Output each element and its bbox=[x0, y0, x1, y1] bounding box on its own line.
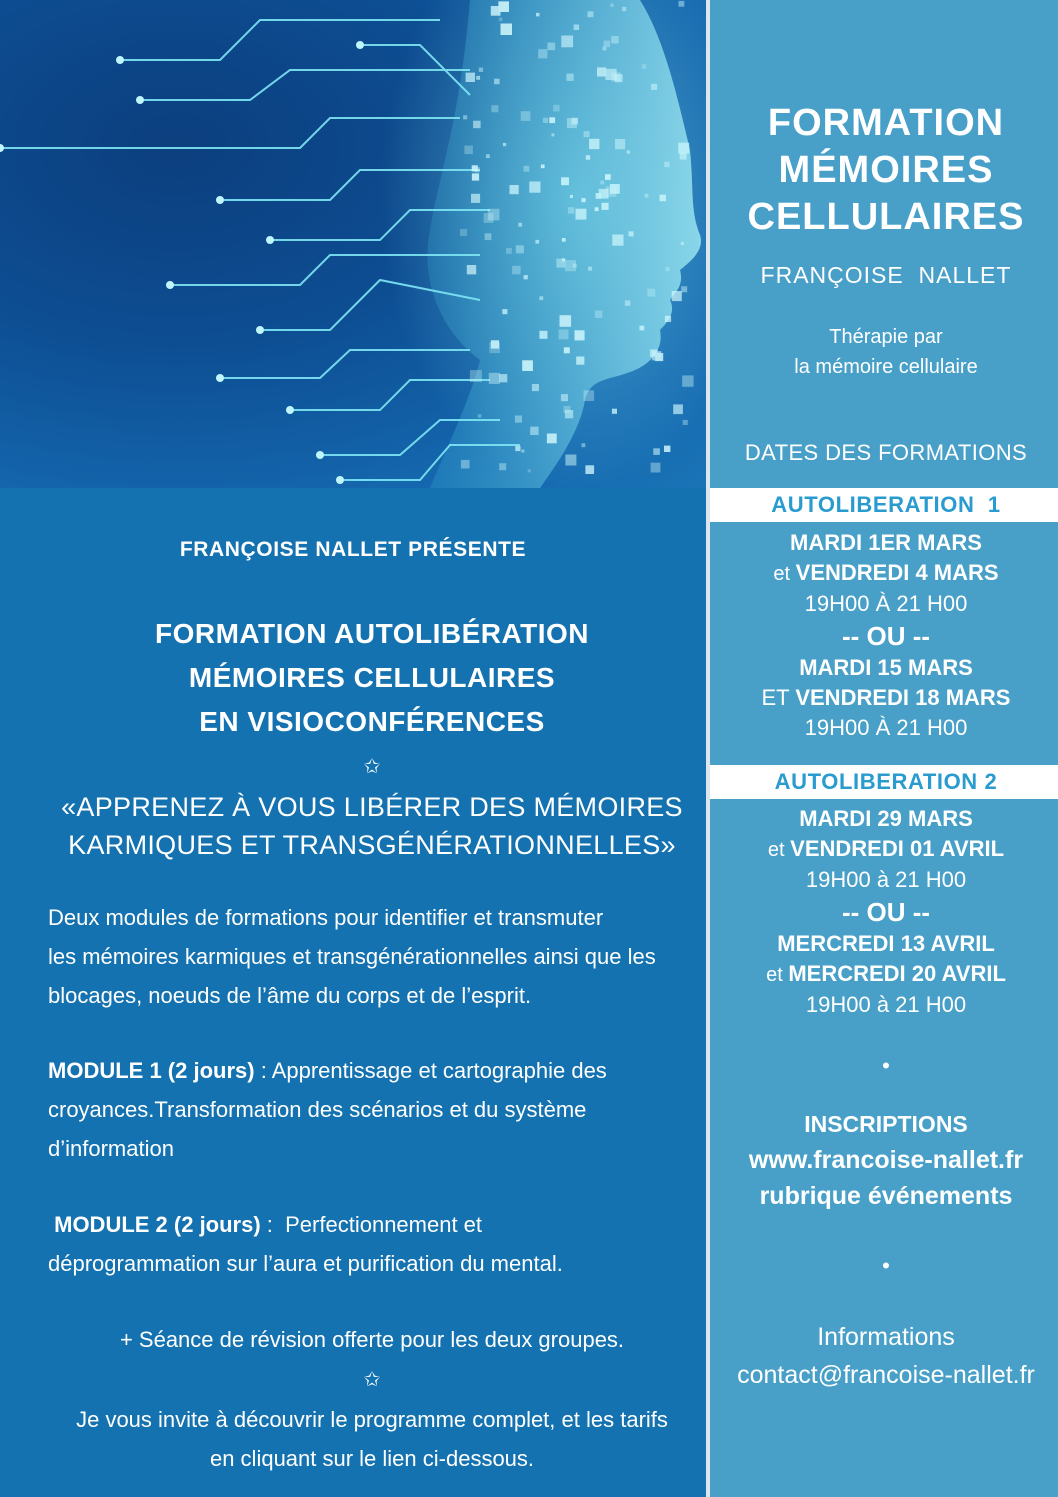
digital-particle bbox=[665, 316, 671, 322]
session-2-b-date-2: MERCREDI 20 AVRIL bbox=[788, 961, 1006, 986]
digital-particle bbox=[553, 105, 560, 112]
session-1-b-date-2: VENDREDI 18 MARS bbox=[795, 685, 1011, 710]
digital-particle bbox=[538, 49, 547, 58]
digital-particle bbox=[673, 404, 683, 414]
digital-particle bbox=[606, 69, 617, 80]
digital-particle bbox=[561, 394, 568, 401]
main-title-line-1: FORMATION AUTOLIBÉRATION bbox=[154, 618, 590, 649]
main-title bbox=[0, 612, 744, 744]
digital-particle bbox=[600, 181, 604, 185]
digital-particle bbox=[588, 11, 594, 17]
digital-particle bbox=[561, 177, 569, 185]
circuit-node bbox=[136, 96, 144, 104]
module-2-text-2: déprogrammation sur l’aura et purification du mental. bbox=[48, 1251, 563, 1276]
therapy-line-1: Thérapie par bbox=[829, 326, 943, 348]
right-column bbox=[706, 0, 1058, 1497]
dates-heading: DATES DES FORMATIONS bbox=[744, 440, 1028, 465]
circuit-node bbox=[166, 281, 174, 289]
digital-particle bbox=[491, 340, 499, 348]
digital-particle bbox=[491, 6, 501, 16]
session-2-a-date-1: MARDI 29 MARS bbox=[799, 806, 973, 831]
quote-line-2: KARMIQUES ET TRANSGÉNÉRATIONNELLES» bbox=[68, 830, 676, 860]
digital-particle bbox=[595, 207, 599, 211]
digital-particle bbox=[565, 455, 576, 466]
star-icon-2: ✩ bbox=[363, 1369, 381, 1391]
digital-particle bbox=[642, 64, 647, 69]
digital-particle bbox=[664, 446, 670, 452]
digital-particle bbox=[612, 235, 623, 246]
main-title-line-3: EN VISIOCONFÉRENCES bbox=[199, 706, 545, 737]
digital-particle bbox=[515, 446, 520, 451]
circuit-node bbox=[216, 374, 224, 382]
quote-line-1: «APPRENEZ À VOUS LIBÉRER DES MÉMOIRES bbox=[61, 792, 683, 822]
digital-particle bbox=[471, 194, 480, 203]
intro-line-3: blocages, noeuds de l’âme du corps et de l’esprit. bbox=[48, 983, 532, 1008]
digital-particle bbox=[516, 245, 524, 253]
tagline-quote bbox=[0, 788, 744, 864]
digital-particle bbox=[521, 111, 531, 121]
digital-particle bbox=[522, 360, 533, 371]
digital-particle bbox=[512, 266, 521, 275]
digital-particle bbox=[575, 330, 585, 340]
digital-particle bbox=[499, 374, 507, 382]
digital-particle bbox=[680, 153, 687, 160]
sidebar-title-line-2: MÉMOIRES bbox=[778, 149, 994, 191]
module-1-text-1: : Apprentissage et cartographie des bbox=[254, 1058, 607, 1083]
main-title-line-2: MÉMOIRES CELLULAIRES bbox=[188, 662, 556, 693]
bullet-icon-2: • bbox=[882, 1253, 890, 1278]
digital-particle bbox=[627, 150, 630, 153]
digital-particle bbox=[460, 229, 467, 236]
digital-particle bbox=[605, 174, 611, 180]
digital-particle bbox=[612, 409, 617, 414]
module-1-text-2: croyances.Transformation des scénarios et du système bbox=[48, 1097, 587, 1122]
digital-particle bbox=[568, 207, 574, 213]
digital-particle bbox=[615, 139, 625, 149]
digital-particle bbox=[681, 286, 687, 292]
digital-particle bbox=[515, 416, 522, 423]
digital-particle bbox=[597, 67, 606, 76]
digital-particle bbox=[664, 162, 669, 167]
invite-line-2: en cliquant sur le lien ci-dessous. bbox=[209, 1446, 535, 1471]
session-1-or: -- OU -- bbox=[841, 621, 931, 651]
invite-paragraph bbox=[0, 1400, 744, 1478]
presenter-line: FRANÇOISE NALLET PRÉSENTE bbox=[179, 538, 527, 561]
digital-particle bbox=[666, 267, 670, 271]
digital-particle bbox=[611, 36, 619, 44]
session-2-schedule bbox=[710, 804, 1058, 1020]
digital-particle bbox=[574, 25, 580, 31]
therapy-subtitle bbox=[710, 322, 1058, 382]
digital-particle bbox=[489, 373, 500, 384]
session-1-a-time: 19H00 À 21 H00 bbox=[804, 591, 968, 616]
digital-particle bbox=[539, 331, 547, 339]
bullet-icon: • bbox=[882, 1053, 890, 1078]
digital-particle bbox=[672, 291, 682, 301]
digital-particle bbox=[603, 47, 607, 51]
circuit-node bbox=[0, 144, 4, 152]
digital-particle bbox=[611, 4, 614, 7]
digital-particle bbox=[584, 131, 590, 137]
bonus-line: + Séance de révision offerte pour les deux groupes. bbox=[119, 1327, 625, 1352]
session-1-b-et: ET bbox=[761, 685, 796, 710]
digital-particle bbox=[491, 105, 498, 112]
session-2-b-date-1: MERCREDI 13 AVRIL bbox=[777, 931, 995, 956]
session-1-schedule bbox=[710, 528, 1058, 743]
digital-particle bbox=[582, 443, 586, 447]
circuit-node bbox=[266, 236, 274, 244]
digital-particle bbox=[529, 182, 540, 193]
digital-particle bbox=[565, 260, 576, 271]
therapy-line-2: la mémoire cellulaire bbox=[794, 356, 978, 378]
digital-particle bbox=[530, 427, 538, 435]
digital-particle bbox=[585, 465, 594, 474]
digital-particle bbox=[485, 233, 492, 240]
digital-particle bbox=[683, 420, 688, 425]
module-2-paragraph bbox=[48, 1205, 698, 1283]
digital-particle bbox=[461, 460, 470, 469]
session-1-b-date-1: MARDI 15 MARS bbox=[799, 655, 973, 680]
digital-particle bbox=[588, 267, 592, 271]
circuit-node bbox=[356, 41, 364, 49]
digital-particle bbox=[486, 154, 490, 158]
digital-particle bbox=[547, 43, 555, 51]
digital-particle bbox=[536, 13, 540, 17]
digital-particle bbox=[499, 463, 506, 470]
digital-particle bbox=[625, 300, 630, 305]
module-1-label: MODULE 1 (2 jours) bbox=[48, 1058, 255, 1083]
digital-particle bbox=[503, 143, 506, 146]
digital-particle bbox=[541, 165, 545, 169]
module-1-text-3: d’information bbox=[48, 1136, 174, 1161]
digital-particle bbox=[506, 248, 512, 254]
sidebar-title bbox=[710, 100, 1058, 241]
digital-particle bbox=[476, 76, 480, 80]
circuit-node bbox=[336, 476, 344, 484]
digital-particle bbox=[604, 41, 611, 48]
website-link[interactable]: www.francoise-nallet.fr bbox=[748, 1146, 1024, 1174]
digital-particle bbox=[479, 68, 483, 72]
digital-particle bbox=[535, 240, 539, 244]
events-section: rubrique événements bbox=[759, 1182, 1013, 1210]
digital-particle bbox=[502, 309, 507, 314]
digital-particle bbox=[606, 186, 617, 197]
digital-particle bbox=[682, 375, 693, 386]
intro-line-2: les mémoires karmiques et transgénérationnelles ainsi que les bbox=[48, 944, 656, 969]
info-heading: Informations bbox=[817, 1323, 955, 1351]
module-1-paragraph bbox=[48, 1051, 698, 1168]
digital-particle bbox=[547, 434, 557, 444]
digital-particle bbox=[653, 448, 660, 455]
digital-particle bbox=[562, 258, 565, 261]
digital-particle bbox=[463, 115, 467, 119]
intro-paragraph bbox=[48, 898, 698, 1015]
digital-particle bbox=[645, 194, 649, 198]
circuit-node bbox=[316, 451, 324, 459]
digital-particle bbox=[651, 463, 661, 473]
digital-particle bbox=[470, 370, 482, 382]
digital-particle bbox=[561, 36, 573, 48]
author-name: FRANÇOISE NALLET bbox=[760, 262, 1012, 288]
digital-particle bbox=[559, 329, 569, 339]
circuit-node bbox=[116, 56, 124, 64]
digital-particle bbox=[679, 1, 685, 7]
module-2-label: MODULE 2 (2 jours) bbox=[48, 1212, 261, 1237]
digital-particle bbox=[501, 24, 513, 36]
digital-particle bbox=[472, 173, 479, 180]
digital-particle bbox=[464, 146, 473, 155]
digital-particle bbox=[651, 84, 657, 90]
digital-particle bbox=[622, 7, 626, 11]
sidebar-title-line-3: CELLULAIRES bbox=[747, 196, 1025, 238]
digital-particle bbox=[484, 213, 494, 223]
digital-particle bbox=[564, 406, 571, 413]
hero-image-digital-head bbox=[0, 0, 706, 488]
digital-particle bbox=[639, 326, 644, 331]
session-2-b-time: 19H00 à 21 H00 bbox=[805, 992, 967, 1017]
digital-particle bbox=[478, 414, 482, 418]
digital-particle bbox=[660, 195, 667, 202]
digital-particle bbox=[473, 121, 481, 129]
digital-particle bbox=[586, 155, 590, 159]
session-2-b-et: et bbox=[766, 964, 789, 986]
session-1-a-date-1: MARDI 1ER MARS bbox=[790, 530, 982, 555]
contact-block bbox=[710, 1318, 1058, 1394]
digital-particle bbox=[494, 79, 500, 85]
circuit-node bbox=[286, 406, 294, 414]
digital-particle bbox=[589, 139, 599, 149]
session-2-or: -- OU -- bbox=[841, 897, 931, 927]
digital-particle bbox=[681, 242, 684, 245]
session-1-band: AUTOLIBERATION 1 bbox=[710, 488, 1058, 522]
digital-particle bbox=[602, 203, 609, 210]
module-2-text-1: : Perfectionnement et bbox=[260, 1212, 483, 1237]
session-2-a-time: 19H00 à 21 H00 bbox=[805, 867, 967, 892]
digital-particle bbox=[564, 347, 570, 353]
digital-particle bbox=[576, 209, 587, 220]
invite-line-1: Je vous invite à découvrir le programme complet, et les tarifs bbox=[76, 1407, 668, 1432]
inscriptions-heading: INSCRIPTIONS bbox=[804, 1111, 968, 1137]
digital-particle bbox=[539, 296, 543, 300]
digital-particle bbox=[499, 18, 503, 22]
digital-particle bbox=[678, 143, 689, 154]
digital-particle bbox=[510, 185, 519, 194]
circuit-node bbox=[216, 196, 224, 204]
intro-line-1: Deux modules de formations pour identifier et transmuter bbox=[48, 905, 604, 930]
session-2-a-et: et bbox=[767, 839, 791, 861]
digital-particle bbox=[629, 231, 634, 236]
session-2-a-date-2: VENDREDI 01 AVRIL bbox=[790, 836, 1005, 861]
session-2-band: AUTOLIBERATION 2 bbox=[710, 765, 1058, 799]
digital-particle bbox=[584, 390, 595, 401]
digital-particle bbox=[466, 73, 475, 82]
digital-particle bbox=[518, 223, 522, 227]
digital-particle bbox=[566, 74, 573, 81]
digital-particle bbox=[562, 238, 566, 242]
digital-particle bbox=[532, 384, 539, 391]
digital-particle bbox=[582, 198, 586, 202]
digital-particle bbox=[567, 118, 577, 128]
session-1-b-time: 19H00 À 21 H00 bbox=[804, 715, 968, 740]
digital-particle bbox=[570, 195, 573, 198]
digital-head-illustration bbox=[0, 0, 706, 488]
digital-particle bbox=[576, 357, 584, 365]
digital-particle bbox=[647, 289, 655, 297]
digital-particle bbox=[560, 315, 572, 327]
star-icon: ✩ bbox=[363, 756, 381, 778]
digital-particle bbox=[467, 265, 476, 274]
digital-particle bbox=[524, 275, 528, 279]
inscriptions-block bbox=[710, 1106, 1058, 1214]
contact-email-link[interactable]: contact@francoise-nallet.fr bbox=[737, 1361, 1035, 1389]
sidebar-title-line-1: FORMATION bbox=[767, 102, 1005, 144]
digital-particle bbox=[652, 351, 661, 360]
digital-particle bbox=[549, 117, 555, 123]
digital-particle bbox=[524, 166, 530, 172]
circuit-node bbox=[256, 326, 264, 334]
digital-particle bbox=[528, 469, 531, 472]
session-1-a-et: et bbox=[773, 563, 796, 585]
digital-particle bbox=[543, 118, 548, 123]
digital-particle bbox=[472, 165, 478, 171]
digital-particle bbox=[595, 311, 602, 318]
digital-particle bbox=[521, 450, 524, 453]
digital-particle bbox=[551, 133, 554, 136]
session-1-a-date-2: VENDREDI 4 MARS bbox=[795, 560, 999, 585]
